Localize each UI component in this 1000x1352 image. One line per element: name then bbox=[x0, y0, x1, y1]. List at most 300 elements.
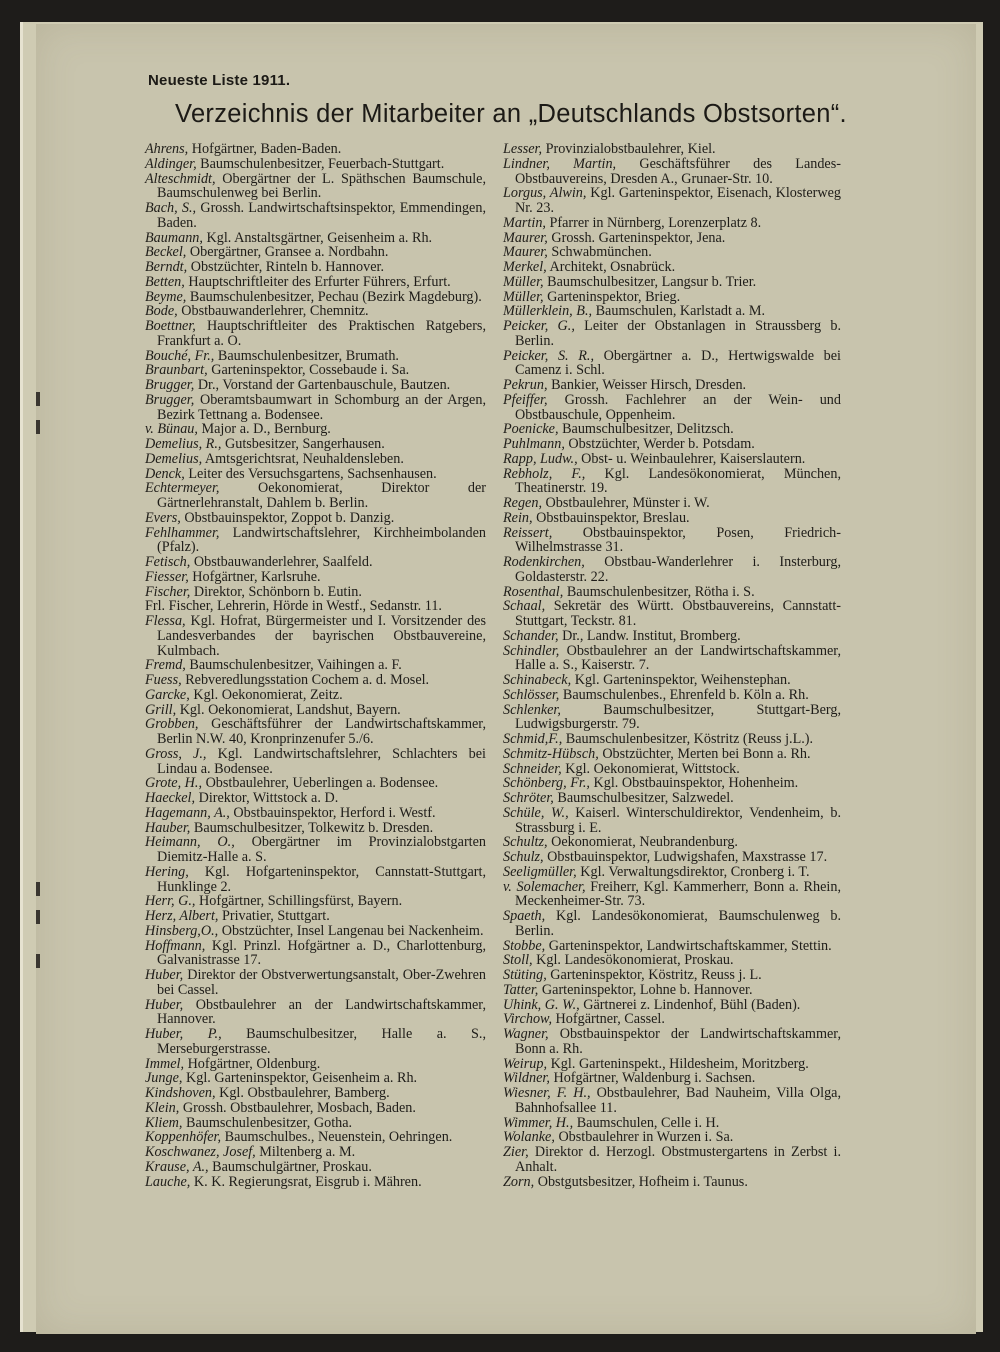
contributor-entry bbox=[503, 555, 841, 585]
contributor-details: Obstbaulehrer an der Landwirtschaftskammer, Hannover. bbox=[157, 996, 486, 1028]
contributor-details: Kgl. Garteninspektor, Geisenheim a. Rh. bbox=[182, 1070, 418, 1087]
contributor-details: Direktor, Wittstock a. D. bbox=[195, 790, 339, 806]
contributor-details: Hofgärtner, Schillingsfürst, Bayern. bbox=[195, 893, 403, 910]
contributor-name: Schüle, W., bbox=[503, 804, 569, 821]
contributor-entry bbox=[145, 452, 486, 467]
contributor-details: Baumschulbesitzer, Halle a. S., Merseburgerstrasse. bbox=[157, 1026, 487, 1057]
binding-mark bbox=[36, 420, 40, 434]
contributor-details: Obst- u. Weinbaulehrer, Kaiserslautern. bbox=[577, 450, 806, 467]
contributor-name: Rein, bbox=[503, 509, 533, 526]
contributor-details: Garteninspektor, Köstritz, Reuss j. L. bbox=[546, 967, 762, 983]
contributor-details: Oberamtsbaumwart in Schomburg an der Argen, Bezirk Tettnang a. Bodensee. bbox=[157, 391, 486, 423]
contributor-details: Baumschulen, Karlstadt a. M. bbox=[592, 303, 766, 320]
contributor-entry bbox=[145, 555, 486, 570]
contributor-entry bbox=[145, 747, 486, 777]
contributor-details: Gärtnerei z. Lindenhof, Bühl (Baden). bbox=[579, 996, 801, 1013]
contributor-entry bbox=[145, 437, 486, 452]
contributor-details: Obstbaulehrer, Münster i. W. bbox=[542, 495, 710, 511]
contributor-name: Schulz, bbox=[503, 849, 544, 865]
contributor-name: Puhlmann, bbox=[503, 436, 565, 452]
contributor-entry bbox=[503, 865, 841, 880]
contributor-entry bbox=[503, 880, 841, 910]
contributor-name: Brugger, bbox=[145, 391, 195, 408]
contributor-entry bbox=[503, 349, 841, 379]
contributor-entry bbox=[503, 216, 841, 231]
contributor-name: Hinsberg,O., bbox=[145, 922, 219, 939]
contributor-name: Kliem, bbox=[145, 1114, 183, 1131]
contributor-name: Grobben, bbox=[145, 716, 199, 733]
contributor-name: Müller, bbox=[503, 273, 544, 290]
contributor-details: Kgl. Garteninspektor, Eisenach, Klosterweg Nr. 23. bbox=[515, 185, 841, 216]
contributor-entry bbox=[503, 231, 841, 246]
contributor-name: Uhink, G. W., bbox=[503, 996, 580, 1013]
contributor-entry bbox=[145, 1145, 486, 1160]
contributor-name: Schneider, bbox=[503, 760, 562, 777]
contributor-details: Baumschulenbesitzer, Vaihingen a. F. bbox=[185, 657, 402, 674]
contributor-details: Bankier, Weisser Hirsch, Dresden. bbox=[547, 377, 747, 393]
contributor-name: Seeligmüller, bbox=[503, 863, 577, 880]
contributor-details: Obstzüchter, Insel Langenau bei Nackenheim. bbox=[218, 922, 484, 939]
contributor-name: Rosenthal, bbox=[503, 583, 564, 600]
contributor-details: Grossh. Landwirtschaftsinspektor, Emmendingen, Baden. bbox=[157, 200, 486, 231]
list-header: Neueste Liste 1911. bbox=[148, 72, 291, 89]
contributor-name: Baumann, bbox=[145, 229, 203, 246]
contributor-entry bbox=[145, 1175, 486, 1190]
contributor-name: Hering, bbox=[145, 863, 189, 880]
contributor-entry bbox=[503, 953, 841, 968]
contributor-details: Obergärtner, Gransee a. Nordbahn. bbox=[186, 244, 389, 261]
contributor-entry bbox=[145, 924, 486, 939]
contributor-name: Peicker, G., bbox=[503, 318, 575, 334]
contributor-name: Lesser, bbox=[503, 141, 543, 157]
binding-mark bbox=[36, 954, 40, 968]
contributor-entry bbox=[145, 658, 486, 673]
contributor-name: Schmid,F., bbox=[503, 731, 563, 747]
contributor-details: Obstbaulehrer an der Landwirtschaftskammer, Halle a. S., Kaiserstr. 7. bbox=[515, 642, 841, 674]
contributor-details: Baumschulenbesitzer, Brumath. bbox=[214, 347, 399, 364]
contributor-name: Denck, bbox=[145, 465, 185, 482]
contributor-details: Architekt, Osnabrück. bbox=[546, 259, 676, 275]
contributor-entry bbox=[145, 673, 486, 688]
contributor-entry bbox=[145, 157, 486, 172]
contributor-entry bbox=[145, 968, 486, 998]
contributor-name: v. Bünau, bbox=[145, 421, 198, 438]
contributor-name: Brugger, bbox=[145, 377, 195, 393]
contributor-name: Regen, bbox=[503, 495, 542, 511]
contributor-entry bbox=[145, 865, 486, 895]
contributor-name: Beyme, bbox=[145, 288, 187, 305]
contributor-entry bbox=[503, 467, 841, 497]
contributor-details: Grossh. Obstbaulehrer, Mosbach, Baden. bbox=[179, 1099, 416, 1116]
contributor-entry bbox=[145, 245, 486, 260]
contributor-details: Obstbauinspektor, Breslau. bbox=[532, 509, 690, 526]
contributor-details: Pfarrer in Nürnberg, Lorenzerplatz 8. bbox=[545, 214, 762, 231]
contributor-entry bbox=[145, 1116, 486, 1131]
contributor-entry bbox=[145, 526, 486, 556]
contributor-details: Kgl. Landesökonomierat, Proskau. bbox=[532, 952, 734, 969]
contributor-name: Alteschmidt, bbox=[145, 170, 216, 187]
contributor-entry bbox=[145, 791, 486, 806]
contributor-entry bbox=[503, 1071, 841, 1086]
contributor-name: Stüting, bbox=[503, 967, 547, 983]
contributor-name: Merkel, bbox=[503, 259, 547, 275]
contributor-entry bbox=[503, 585, 841, 600]
contributor-name: v. Solemacher, bbox=[503, 878, 586, 895]
contributor-name: Grill, bbox=[145, 701, 177, 718]
contributor-name: Reissert, bbox=[503, 524, 553, 541]
contributor-details: Baumschulenbesitzer, Pechau (Bezirk Magdeburg). bbox=[186, 288, 482, 305]
contributor-name: Herz, Albert, bbox=[145, 908, 219, 924]
contributor-name: Hauber, bbox=[145, 819, 191, 836]
contributor-details: Schwabmünchen. bbox=[547, 244, 652, 261]
contributor-name: Immel, bbox=[145, 1055, 185, 1072]
contributor-entry bbox=[503, 968, 841, 983]
contributor-name: Bach, S., bbox=[145, 200, 197, 216]
contributor-details: Obergärtner a. D., Hertwigswalde bei Camenz i. Schl. bbox=[515, 347, 841, 379]
contributor-details: Leiter des Versuchsgartens, Sachsenhausen. bbox=[184, 465, 437, 482]
contributor-name: Spaeth, bbox=[503, 908, 546, 924]
contributor-name: Schmitz-Hübsch, bbox=[503, 745, 599, 762]
contributor-name: Schlösser, bbox=[503, 686, 560, 703]
contributor-details: Grossh. Fachlehrer an der Wein- und Obstbauschule, Oppenheim. bbox=[515, 391, 841, 423]
contributor-details: Major a. D., Bernburg. bbox=[197, 421, 331, 438]
contributor-name: Herr, G., bbox=[145, 893, 196, 910]
contributor-name: Wolanke, bbox=[503, 1129, 555, 1146]
contributor-name: Klein, bbox=[145, 1099, 180, 1116]
contributor-entry bbox=[145, 998, 486, 1028]
contributor-entry bbox=[145, 1071, 486, 1086]
contributor-details: Hauptschriftleiter des Erfurter Führers, Erfurt. bbox=[184, 273, 451, 290]
contributor-name: Zorn, bbox=[503, 1173, 535, 1190]
contributor-details: Kgl. Oekonomierat, Landshut, Bayern. bbox=[176, 701, 401, 718]
contributor-details: Obergärtner im Provinzialobstgarten Diemitz-Halle a. S. bbox=[157, 834, 487, 865]
contributor-entry bbox=[503, 1027, 841, 1057]
contributor-name: Stobbe, bbox=[503, 937, 546, 954]
contributor-entry bbox=[145, 1057, 486, 1072]
contributor-details: Landwirtschaftslehrer, Kirchheimbolanden (Pfalz). bbox=[157, 524, 486, 556]
contributor-entry bbox=[145, 835, 486, 865]
contributor-name: Pfeiffer, bbox=[503, 391, 548, 408]
contributor-entry bbox=[145, 304, 486, 319]
contributor-name: Gross, J., bbox=[145, 745, 207, 762]
contributor-entry bbox=[503, 747, 841, 762]
contributor-name: Pekrun, bbox=[503, 377, 548, 393]
contributor-entry bbox=[145, 422, 486, 437]
contributor-name: Lindner, Martin, bbox=[503, 155, 617, 172]
contributor-entry bbox=[503, 452, 841, 467]
contributor-name: Berndt, bbox=[145, 259, 188, 275]
contributor-entry bbox=[503, 393, 841, 423]
contributor-details: Obstbauinspektor, Ludwigshafen, Maxstrasse 17. bbox=[543, 849, 828, 865]
contributor-details: Kgl. Obstbaulehrer, Bamberg. bbox=[215, 1085, 390, 1101]
binding-mark bbox=[36, 882, 40, 896]
contributor-entry bbox=[503, 319, 841, 349]
contributor-details: Kgl. Oekonomierat, Wittstock. bbox=[561, 760, 740, 777]
contributor-details: Obstbaulehrer, Ueberlingen a. Bodensee. bbox=[202, 775, 439, 792]
contributor-name: Zier, bbox=[503, 1144, 529, 1160]
contributor-name: Haeckel, bbox=[145, 790, 196, 806]
contributor-name: Lorgus, Alwin, bbox=[503, 185, 587, 202]
contributor-name: Krause, A., bbox=[145, 1158, 209, 1175]
contributor-entry bbox=[145, 821, 486, 836]
contributor-details: Baumschulbes., Neuenstein, Oehringen. bbox=[221, 1129, 453, 1146]
contributor-entry bbox=[503, 511, 841, 526]
contributor-name: Fetisch, bbox=[145, 554, 191, 570]
contributor-name: Weirup, bbox=[503, 1055, 548, 1072]
contributor-details: Obstbau-Wanderlehrer i. Insterburg, Goldasterstr. 22. bbox=[515, 554, 841, 585]
contributor-details: Obstbauinspektor, Zoppot b. Danzig. bbox=[180, 509, 395, 526]
contributor-entry bbox=[145, 614, 486, 658]
contributor-name: Schinabeck, bbox=[503, 672, 572, 688]
contributor-details: Hofgärtner, Karlsruhe. bbox=[188, 568, 321, 585]
contributor-entry bbox=[145, 909, 486, 924]
contributor-details: Kgl. Garteninspekt., Hildesheim, Moritzberg. bbox=[547, 1055, 809, 1072]
contributor-details: Garteninspektor, Brieg. bbox=[543, 288, 681, 305]
contributor-entry bbox=[503, 762, 841, 777]
contributor-entry bbox=[145, 776, 486, 791]
contributor-details: Kgl. Anstaltsgärtner, Geisenheim a. Rh. bbox=[202, 229, 433, 246]
contributor-details: Obstbauinspektor, Herford i. Westf. bbox=[229, 804, 436, 821]
contributor-name: Schlenker, bbox=[503, 701, 561, 718]
contributor-entry bbox=[503, 496, 841, 511]
contributor-entry bbox=[145, 511, 486, 526]
contributor-details: Baumschulenbesitzer, Feuerbach-Stuttgart. bbox=[196, 155, 445, 172]
contributor-entry bbox=[503, 791, 841, 806]
contributor-entry bbox=[145, 939, 486, 969]
contributor-entry bbox=[145, 172, 486, 202]
contributor-name: Poenicke, bbox=[503, 421, 559, 438]
contributor-entry bbox=[503, 157, 841, 187]
contributor-name: Beckel, bbox=[145, 244, 187, 261]
contributor-details: Baumschulbesitzer, Tolkewitz b. Dresden. bbox=[190, 819, 434, 836]
contributor-name: Fremd, bbox=[145, 657, 186, 674]
contributor-name: Huber, bbox=[145, 996, 184, 1013]
contributor-entry bbox=[503, 1012, 841, 1027]
contributor-entry bbox=[503, 290, 841, 305]
contributor-name: Peicker, S. R., bbox=[503, 347, 595, 364]
contributor-entry bbox=[503, 304, 841, 319]
contributor-entry bbox=[145, 275, 486, 290]
contributor-entry bbox=[145, 1086, 486, 1101]
contributor-details: Miltenberg a. M. bbox=[255, 1144, 356, 1160]
contributor-details: Direktor der Obstverwertungsanstalt, Ober-Zwehren bei Cassel. bbox=[157, 967, 486, 998]
contributor-name: Tatter, bbox=[503, 981, 539, 998]
contributor-details: Sekretär des Württ. Obstbauvereins, Cannstatt-Stuttgart, Teckstr. 81. bbox=[515, 598, 841, 629]
contributor-entry bbox=[503, 437, 841, 452]
contributor-details: Baumschulbesitzer, Salzwedel. bbox=[553, 790, 734, 806]
contributor-details: Geschäftsführer der Landwirtschaftskammer, Berlin N.W. 40, Kronprinzenufer 5./6. bbox=[157, 716, 486, 747]
contributor-details: Garteninspektor, Cossebaude i. Sa. bbox=[207, 362, 410, 379]
contributor-entry bbox=[503, 806, 841, 836]
contributor-entry bbox=[503, 275, 841, 290]
contributor-name: Boettner, bbox=[145, 318, 196, 334]
contributor-entry bbox=[145, 1130, 486, 1145]
contributor-entry bbox=[503, 688, 841, 703]
contributor-details: Rebveredlungsstation Cochem a. d. Mosel. bbox=[181, 672, 430, 688]
contributor-details: Baumschulbesitzer, Langsur b. Trier. bbox=[543, 273, 757, 290]
contributor-entry bbox=[145, 481, 486, 511]
contributor-details: Oekonomierat, Neubrandenburg. bbox=[547, 834, 738, 851]
contributor-entry bbox=[145, 260, 486, 275]
contributor-entry bbox=[145, 717, 486, 747]
contributor-name: Bouché, Fr., bbox=[145, 347, 215, 364]
contributor-name: Bode, bbox=[145, 303, 178, 320]
contributor-name: Ahrens, bbox=[145, 141, 189, 157]
contributor-name: Virchow, bbox=[503, 1011, 552, 1028]
contributor-name: Rebholz, F., bbox=[503, 465, 586, 482]
contributor-entry bbox=[145, 894, 486, 909]
contributor-entry bbox=[145, 201, 486, 231]
contributor-details: Obstbaulehrer, Bad Nauheim, Villa Olga, Bahnhofsallee 11. bbox=[515, 1085, 842, 1116]
contributor-name: Fuess, bbox=[145, 672, 182, 688]
contributor-entry bbox=[503, 776, 841, 791]
contributor-details: Obstzüchter, Rinteln b. Hannover. bbox=[187, 259, 385, 275]
contributor-name: Braunbart, bbox=[145, 362, 208, 379]
contributor-details: Kgl. Hofgarteninspektor, Cannstatt-Stuttgart, Hunklinge 2. bbox=[157, 863, 486, 895]
contributor-entry bbox=[145, 349, 486, 364]
contributor-name: Huber, P., bbox=[145, 1026, 222, 1042]
contributor-details: Amtsgerichtsrat, Neuhaldensleben. bbox=[202, 450, 404, 467]
contributor-details: Baumschulgärtner, Proskau. bbox=[208, 1158, 372, 1175]
binding-mark bbox=[36, 392, 40, 406]
contributor-entry bbox=[503, 260, 841, 275]
contributor-details: Hofgärtner, Oldenburg. bbox=[184, 1055, 321, 1072]
contributor-name: Schröter, bbox=[503, 790, 554, 806]
contributor-name: Betten, bbox=[145, 273, 185, 290]
contributor-details: Gutsbesitzer, Sangerhausen. bbox=[221, 436, 385, 452]
contributor-name: Hoffmann, bbox=[145, 937, 206, 954]
contributor-details: Oekonomierat, Direktor der Gärtnerlehranstalt, Dahlem b. Berlin. bbox=[157, 480, 486, 511]
contributor-entry bbox=[503, 422, 841, 437]
contributor-name: Rodenkirchen, bbox=[503, 554, 585, 570]
contributor-details: Geschäftsführer des Landes-Obstbauvereins, Dresden A., Grunaer-Str. 10. bbox=[515, 155, 841, 187]
contributor-entry bbox=[503, 526, 841, 556]
contributor-details: Baumschulenbesitzer, Köstritz (Reuss j.L.). bbox=[562, 731, 814, 747]
contributor-name: Demelius, R., bbox=[145, 436, 222, 452]
contributor-entry bbox=[503, 599, 841, 629]
contributor-details: Kgl. Prinzl. Hofgärtner a. D., Charlottenburg, Galvanistrasse 17. bbox=[157, 937, 486, 969]
contributor-details: Baumschulbesitzer, Stuttgart-Berg, Ludwigsburgerstr. 79. bbox=[515, 701, 841, 733]
contributor-entry bbox=[145, 142, 486, 157]
contributor-entry bbox=[503, 1130, 841, 1145]
contributor-entry bbox=[145, 688, 486, 703]
contributor-details: Hofgärtner, Cassel. bbox=[552, 1011, 665, 1028]
contributor-details: Grossh. Garteninspektor, Jena. bbox=[547, 229, 726, 246]
contributor-name: Koppenhöfer, bbox=[145, 1129, 222, 1146]
contributor-name: Heimann, O., bbox=[145, 834, 235, 851]
contributor-entry bbox=[145, 467, 486, 482]
contributor-entry bbox=[145, 806, 486, 821]
contributor-name: Koschwanez, Josef, bbox=[145, 1144, 256, 1160]
contributor-name: Aldinger, bbox=[145, 155, 197, 172]
contributor-details: Obstzüchter, Werder b. Potsdam. bbox=[564, 436, 755, 452]
contributor-name: Maurer, bbox=[503, 229, 548, 246]
contributor-entry bbox=[503, 835, 841, 850]
right-column bbox=[503, 142, 841, 1189]
contributor-entry bbox=[503, 142, 841, 157]
contributor-details: Baumschulenbes., Ehrenfeld b. Köln a. Rh. bbox=[559, 686, 809, 703]
contributor-details: Kgl. Obstbauinspektor, Hohenheim. bbox=[589, 775, 799, 792]
contributor-details: Obstbaulehrer in Wurzen i. Sa. bbox=[554, 1129, 734, 1146]
contributor-name: Hagemann, A., bbox=[145, 804, 230, 821]
contributor-entry bbox=[145, 231, 486, 246]
contributor-entry bbox=[503, 1116, 841, 1131]
contributor-details: Obstbauinspektor, Posen, Friedrich-Wilhelmstrasse 31. bbox=[515, 524, 841, 556]
contributor-name: Schindler, bbox=[503, 642, 560, 659]
contributor-name: Fiesser, bbox=[145, 568, 189, 585]
contributor-entry bbox=[503, 629, 841, 644]
contributor-name: Martin, bbox=[503, 214, 546, 231]
contributor-name: Maurer, bbox=[503, 244, 548, 261]
contributor-details: Obstbauwanderlehrer, Chemnitz. bbox=[177, 303, 369, 320]
contributor-entry bbox=[145, 363, 486, 378]
contributor-entry bbox=[503, 186, 841, 216]
contributor-entry bbox=[503, 245, 841, 260]
contributor-name: Müllerklein, B., bbox=[503, 303, 593, 320]
contributor-name: Garcke, bbox=[145, 686, 190, 703]
contributor-name: Wiesner, F. H., bbox=[503, 1085, 591, 1101]
contributor-details: Obergärtner der L. Späthschen Baumschule, Baumschulenweg bei Berlin. bbox=[157, 170, 486, 202]
contributor-details: Direktor, Schönborn b. Eutin. bbox=[190, 583, 362, 600]
contributor-name: Stoll, bbox=[503, 952, 533, 969]
contributor-name: Fischer, bbox=[145, 583, 191, 600]
contributor-name: Huber, bbox=[145, 967, 184, 983]
contributor-details: Dr., Vorstand der Gartenbauschule, Bautzen. bbox=[194, 377, 451, 393]
contributor-entry bbox=[145, 599, 486, 614]
contributor-name: Fehlhammer, bbox=[145, 524, 220, 541]
contributor-entry bbox=[503, 378, 841, 393]
contributor-details: Kgl. Landesökonomierat, München, Theatinerstr. 19. bbox=[515, 465, 841, 497]
contributor-name: Schultz, bbox=[503, 834, 548, 851]
contributor-entry bbox=[503, 1175, 841, 1190]
contributor-details: Obstbauinspektor der Landwirtschaftskammer, Bonn a. Rh. bbox=[515, 1026, 841, 1057]
contributor-details: Obstzüchter, Merten bei Bonn a. Rh. bbox=[598, 745, 811, 762]
contributor-details: Obstgutsbesitzer, Hofheim i. Taunus. bbox=[534, 1173, 748, 1190]
contributor-entry bbox=[145, 393, 486, 423]
contributor-entry bbox=[145, 290, 486, 305]
contributor-entry bbox=[503, 1145, 841, 1175]
contributor-details: Baumschulen, Celle i. H. bbox=[573, 1114, 720, 1131]
contributor-name: Müller, bbox=[503, 288, 544, 305]
contributor-entry bbox=[145, 1027, 486, 1057]
contributor-details: Baumschulenbesitzer, Rötha i. S. bbox=[563, 583, 755, 600]
contributor-details: Kgl. Oekonomierat, Zeitz. bbox=[189, 686, 343, 703]
contributor-details: Garteninspektor, Lohne b. Hannover. bbox=[538, 981, 753, 998]
contributor-details: Direktor d. Herzogl. Obstmustergartens in Zerbst i. Anhalt. bbox=[515, 1144, 841, 1175]
contributor-entry bbox=[503, 703, 841, 733]
contributor-details: Baumschulenbesitzer, Gotha. bbox=[182, 1114, 353, 1131]
contributor-entry bbox=[145, 585, 486, 600]
contributor-entry bbox=[145, 703, 486, 718]
contributor-name: Lauche, bbox=[145, 1173, 191, 1190]
contributor-entry bbox=[503, 1057, 841, 1072]
contributor-details: Provinzialobstbaulehrer, Kiel. bbox=[542, 141, 716, 157]
contributor-entry bbox=[503, 998, 841, 1013]
contributor-entry bbox=[145, 319, 486, 349]
contributor-name: Kindshoven, bbox=[145, 1085, 216, 1101]
contributor-entry bbox=[145, 1101, 486, 1116]
left-column bbox=[145, 142, 486, 1189]
contributor-name: Grote, H., bbox=[145, 775, 203, 792]
contributor-details: Obstbauwanderlehrer, Saalfeld. bbox=[190, 554, 373, 570]
contributor-details: Hofgärtner, Baden-Baden. bbox=[188, 141, 342, 157]
contributor-details: Privatier, Stuttgart. bbox=[218, 908, 330, 924]
contributor-details: Leiter der Obstanlagen in Straussberg b. Berlin. bbox=[515, 318, 841, 349]
contributor-entry bbox=[503, 939, 841, 954]
contributor-details: Kgl. Garteninspektor, Weihenstephan. bbox=[571, 672, 791, 688]
contributor-details: Kgl. Hofrat, Bürgermeister und I. Vorsitzender des Landesverbandes der bayrischen Obstbauvereine, Kulmbach. bbox=[157, 613, 486, 659]
contributor-entry bbox=[503, 1086, 841, 1116]
